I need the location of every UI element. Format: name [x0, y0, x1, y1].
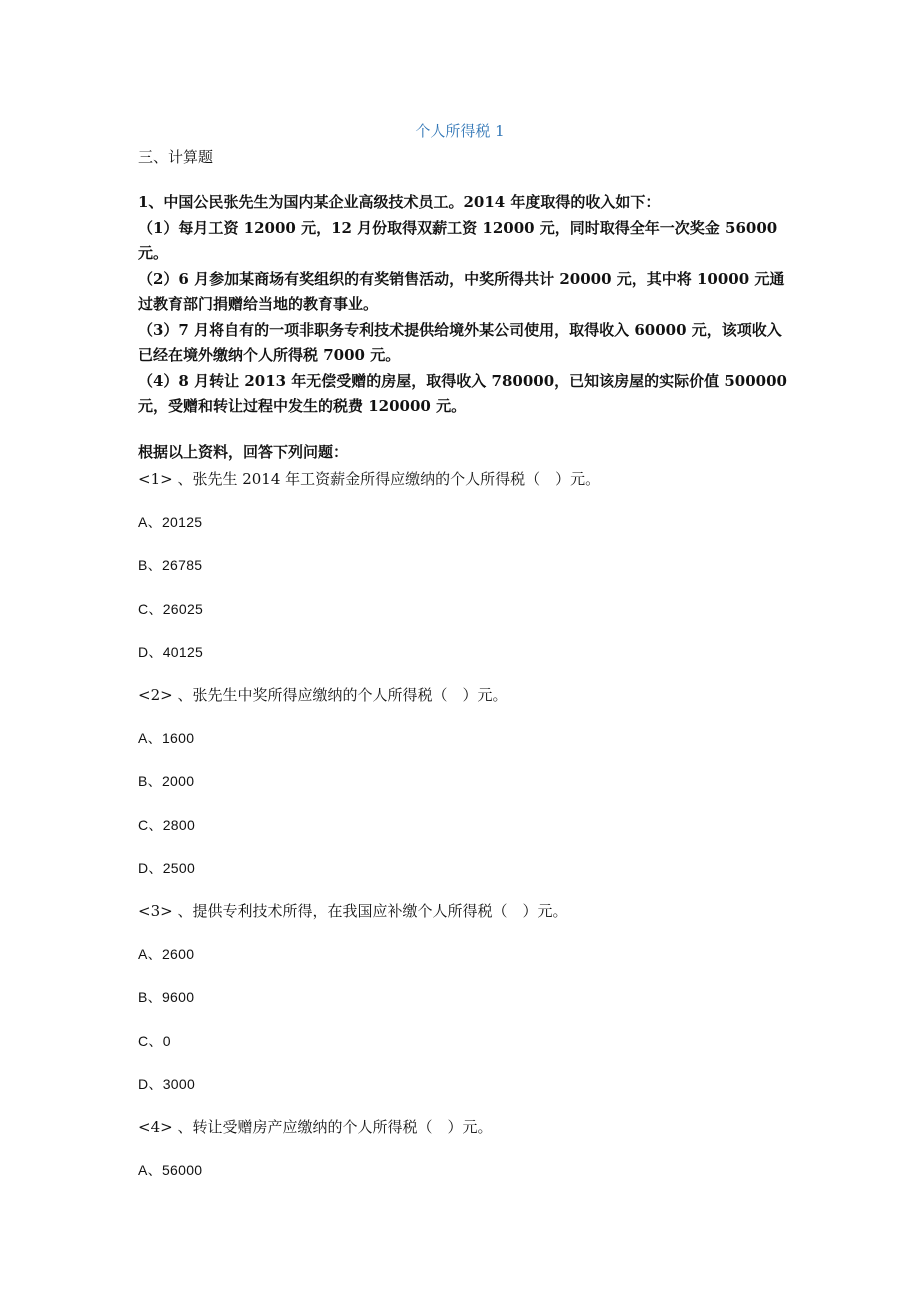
question-block-4 — [138, 1116, 798, 1202]
answer-option: A、1600 — [138, 730, 195, 747]
question-block-2 — [138, 684, 798, 900]
answer-option: D、3000 — [138, 1075, 196, 1092]
answer-option: C、0 — [138, 1032, 171, 1049]
answer-option: D、40125 — [138, 643, 204, 660]
question-block-1 — [138, 468, 798, 684]
intro-item: （1）每月工资 12000 元，12 月份取得双薪工资 12000 元，同时取得全年一次奖金 56000 元。 — [138, 218, 778, 262]
answer-option: C、2800 — [138, 816, 196, 833]
answer-option: B、9600 — [138, 989, 195, 1006]
answer-option: A、2600 — [138, 946, 195, 963]
question-text: <4> 、转让受赠房产应缴纳的个人所得税（ ）元。 — [138, 1118, 493, 1136]
answer-option: A、20125 — [138, 514, 203, 531]
intro-line: 1、中国公民张先生为国内某企业高级技术员工。2014 年度取得的收入如下： — [138, 193, 661, 211]
questions-lead: 根据以上资料，回答下列问题： — [138, 443, 349, 461]
intro-item: （2）6 月参加某商场有奖组织的有奖销售活动，中奖所得共计 20000 元，其中将 10000 元通过教育部门捐赠给当地的教育事业。 — [138, 269, 785, 313]
question-text: <2> 、张先生中奖所得应缴纳的个人所得税（ ）元。 — [138, 686, 508, 704]
intro-item: （3）7 月将自有的一项非职务专利技术提供给境外某公司使用，取得收入 60000 元，该项收入已经在境外缴纳个人所得税 7000 元。 — [138, 320, 782, 364]
document-title: 个人所得税 1 — [415, 122, 505, 140]
section-heading: 三、计算题 — [138, 148, 214, 166]
question-block-3 — [138, 900, 798, 1116]
question-text: <1> 、张先生 2014 年工资薪金所得应缴纳的个人所得税（ ）元。 — [138, 470, 601, 488]
answer-option: D、2500 — [138, 859, 196, 876]
problem-statement — [138, 190, 788, 420]
question-text: <3> 、提供专利技术所得，在我国应补缴个人所得税（ ）元。 — [138, 902, 568, 920]
answer-option: B、2000 — [138, 773, 195, 790]
answer-option: A、56000 — [138, 1162, 203, 1179]
answer-option: C、26025 — [138, 600, 204, 617]
answer-option: B、26785 — [138, 557, 203, 574]
intro-item: （4）8 月转让 2013 年无偿受赠的房屋，取得收入 780000，已知该房屋的实际价值 500000 元，受赠和转让过程中发生的税费 120000 元。 — [138, 371, 787, 415]
